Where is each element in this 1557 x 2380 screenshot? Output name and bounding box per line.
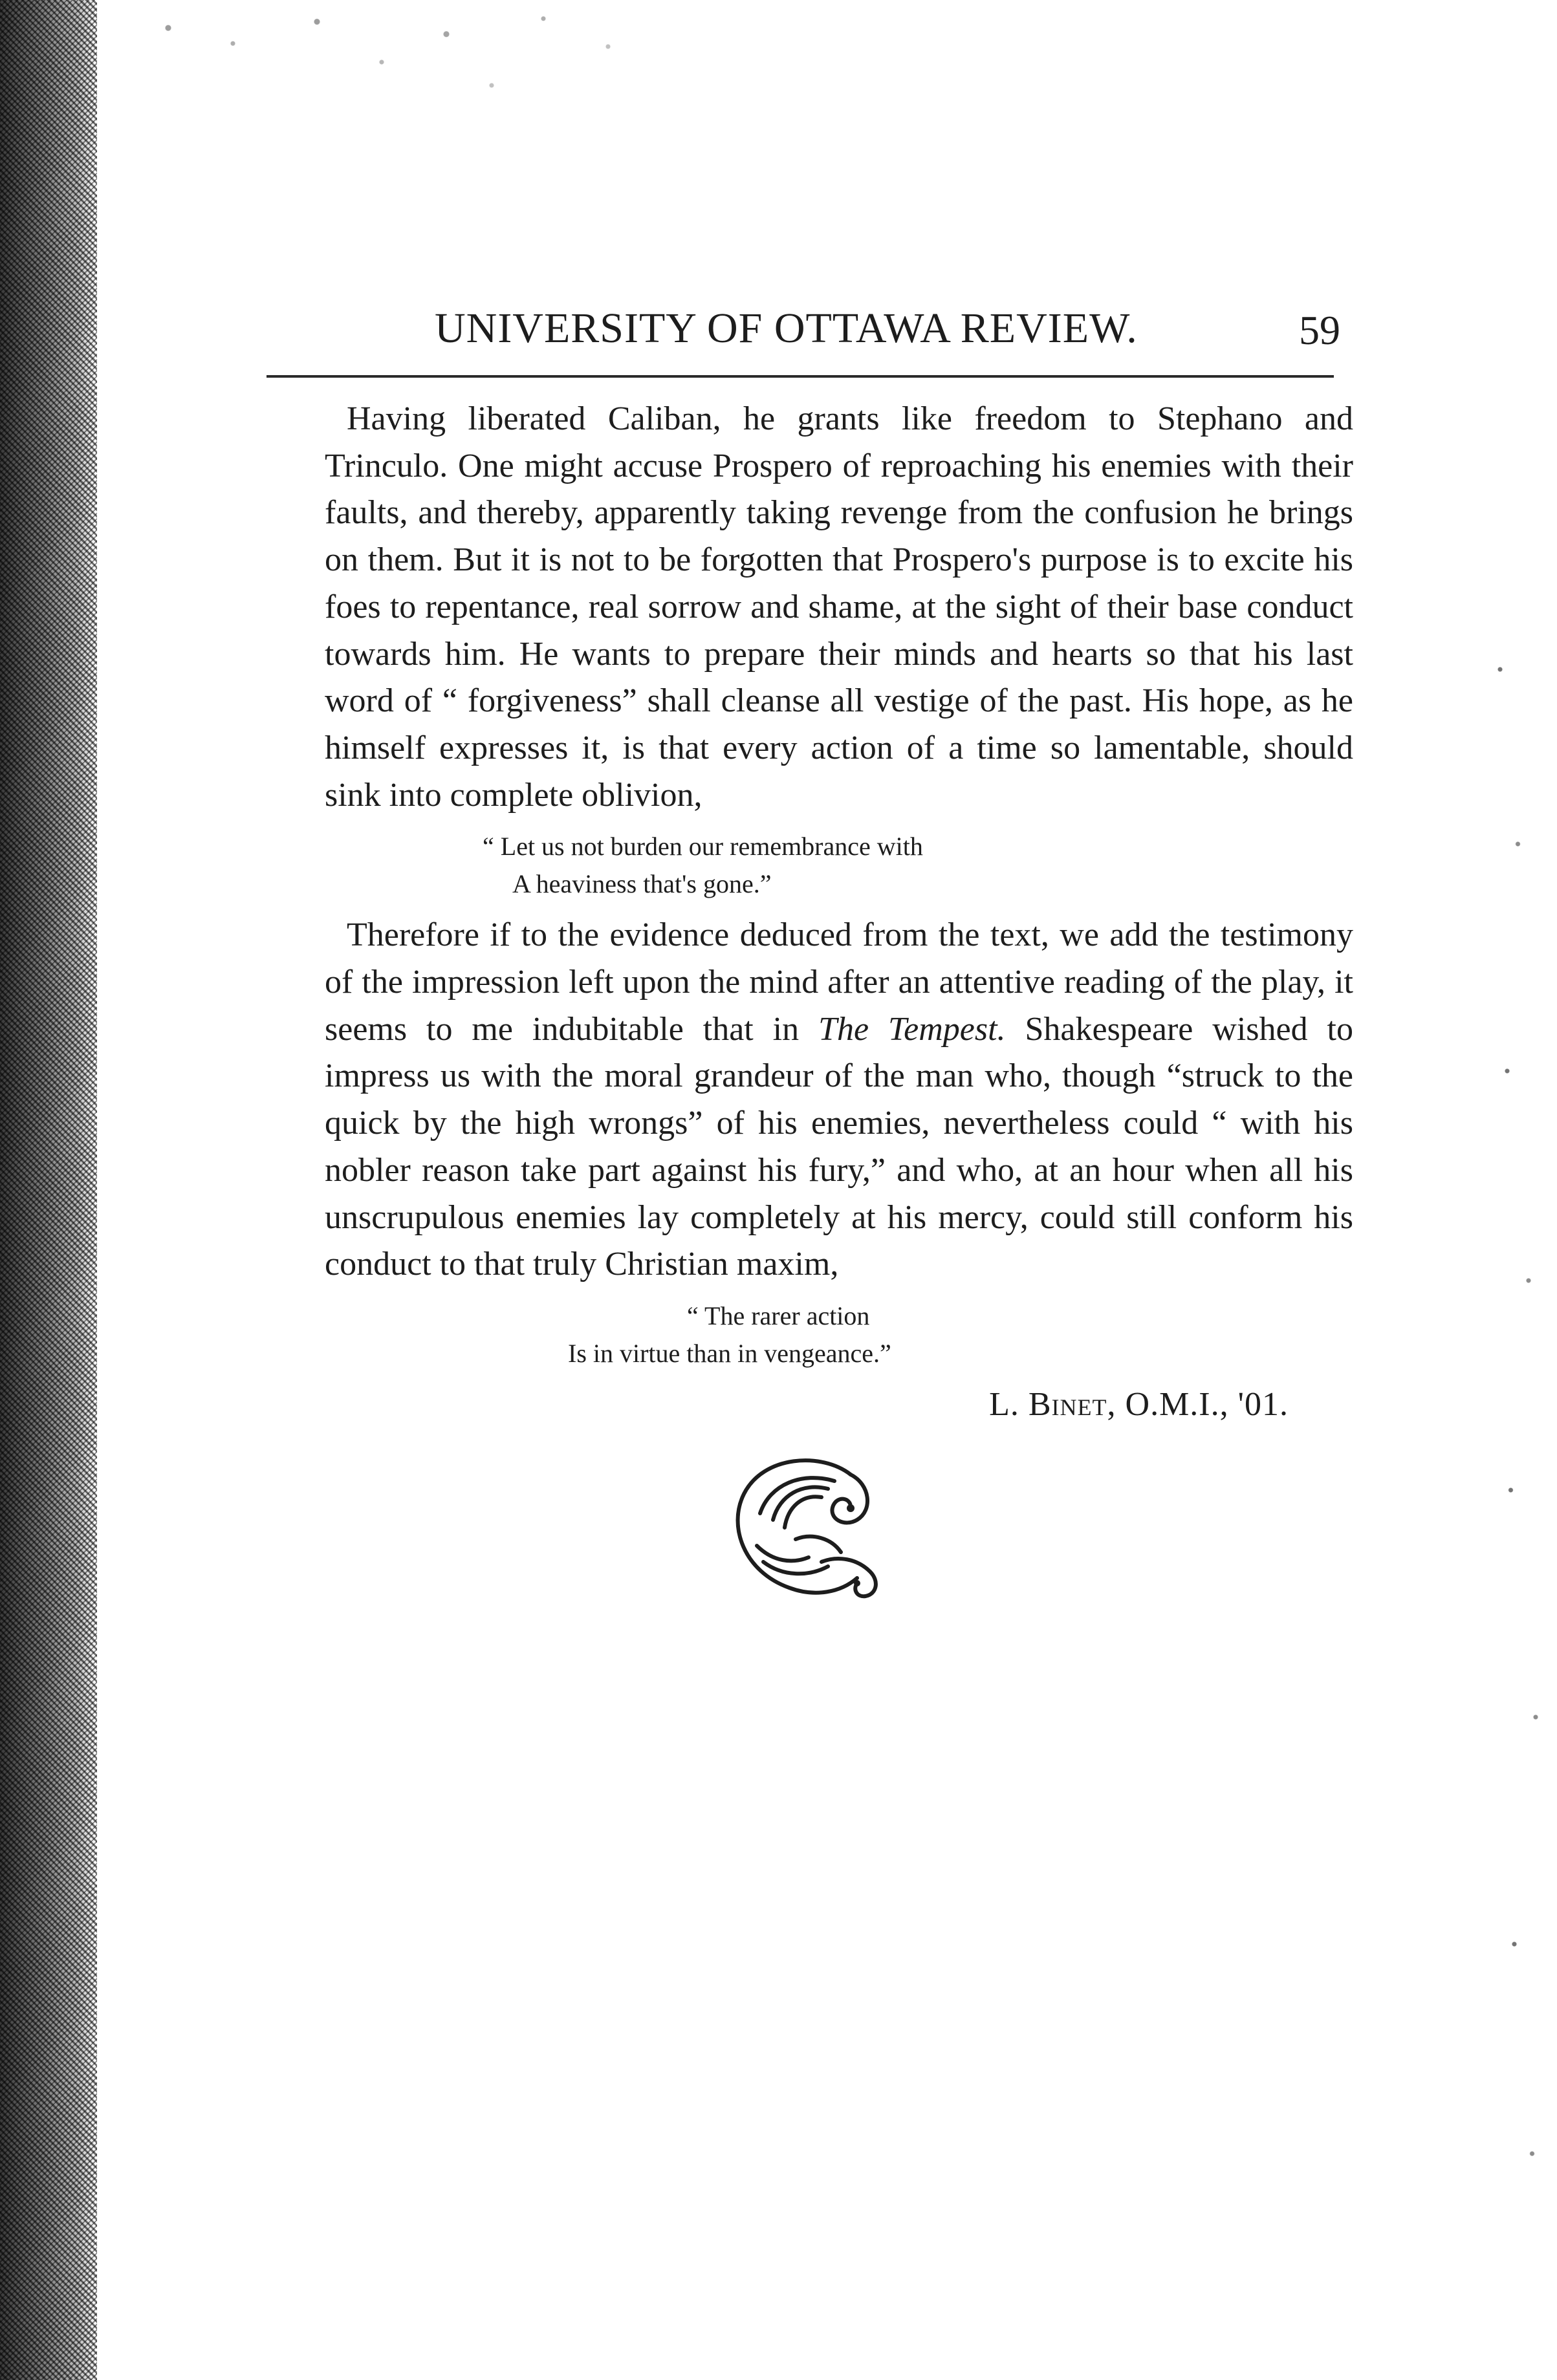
play-title: The Tempest.	[818, 1010, 1006, 1048]
paragraph-2	[325, 912, 1353, 1288]
paragraph-1: Having liberated Caliban, he grants like freedom to Stephano and Trinculo. One might accuse Prospero of reproaching his enemies with their faults, and thereby, apparently taking revenge from the confusion he brings on them. But it is not to be forgotten that Prospero's purpose is to excite his foes to repentance, real sorrow and shame, at the sight of their base conduct towards him. He wants to prepare their minds and hearts so that his last word of “ forgiveness” shall cleanse all vestige of the past. His hope, as he himself expresses it, is that every action of a time so lamentable, should sink into complete oblivion,	[325, 400, 1353, 814]
journal-title: UNIVERSITY OF OTTAWA REVIEW.	[435, 305, 1138, 352]
author-initial: L.	[989, 1385, 1029, 1423]
scroll-wave-ornament-icon	[718, 1449, 899, 1610]
paragraph-2-text-before-title: Therefore if to the evidence deduced from the text, we add the testimony of the impression left upon the mind after an attentive reading of the play, it seems to me indubitable that in	[325, 916, 1353, 1048]
binding-edge	[0, 0, 97, 2380]
author-suffix: , O.M.I., '01.	[1107, 1385, 1289, 1423]
quotation-1	[325, 828, 1353, 903]
running-header	[331, 304, 1340, 362]
quotation-2-line-2: Is in virtue than in vengeance.”	[568, 1338, 891, 1368]
quotation-1-line-2: A heaviness that's gone.”	[512, 869, 772, 899]
author-surname: Binet	[1028, 1385, 1107, 1423]
page-number: 59	[1299, 307, 1340, 353]
quotation-1-line-1: “ Let us not burden our remembrance with	[483, 832, 923, 861]
scan-speckle	[91, 0, 737, 155]
author-signature	[325, 1381, 1353, 1429]
article-body	[325, 396, 1353, 1429]
quotation-2	[325, 1297, 1353, 1372]
header-rule	[267, 375, 1334, 378]
scan-edge-marks	[1486, 582, 1557, 2328]
quotation-2-line-1: “ The rarer action	[687, 1301, 870, 1330]
paragraph-2-text-after-title: Shakespeare wished to impress us with the moral grandeur of the man who, though “struck to the quick by the high wrongs” of his enemies, nevertheless could “ with his nobler reason take part against his fury,” and who, at an hour when all his unscrupulous enemies lay completely at his mercy, could still conform his conduct to that truly Christian maxim,	[325, 1010, 1353, 1283]
